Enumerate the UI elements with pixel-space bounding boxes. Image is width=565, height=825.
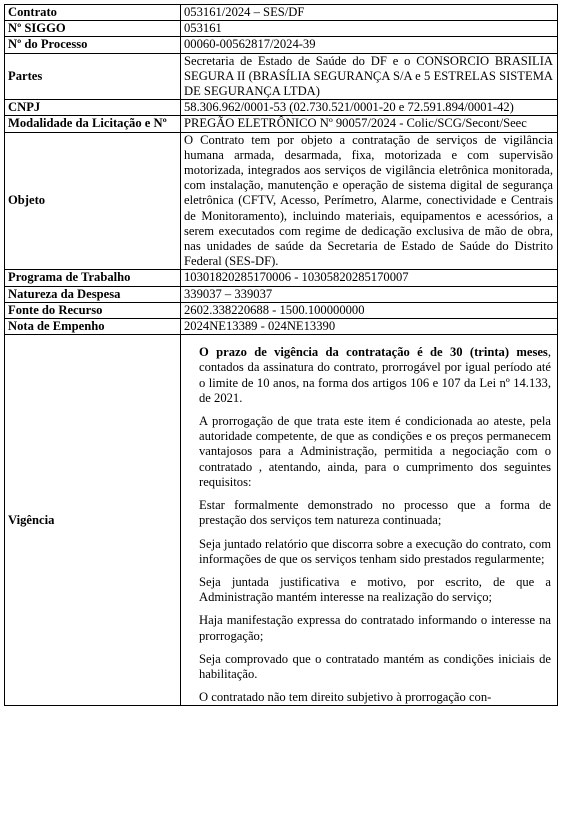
value-cnpj: 58.306.962/0001-53 (02.730.521/0001-20 e 72.591.894/0001-42) [181,100,558,116]
vigencia-paragraph-7: Seja comprovado que o contratado mantém as condições iniciais de habilitação. [199,651,551,681]
vigencia-term-rest: , contados da assinatura do contrato, prorrogável por igual período até o limite de 10 anos, na forma dos artigos 106 e 107 da Lei nº 14.133, de 2021. [199,345,551,405]
label-natureza: Natureza da Despesa [5,286,181,302]
label-processo: Nº do Processo [5,37,181,53]
label-objeto: Objeto [5,132,181,270]
contract-summary-table [4,4,558,706]
label-programa: Programa de Trabalho [5,270,181,286]
row-cnpj [5,100,558,116]
label-modalidade: Modalidade da Licitação e Nº [5,116,181,132]
row-objeto [5,132,558,270]
vigencia-paragraph-5: Seja juntada justificativa e motivo, por escrito, de que a Administração mantém interesse na realização do serviço; [199,574,551,605]
value-programa: 10301820285170006 - 10305820285170007 [181,270,558,286]
value-processo: 00060-00562817/2024-39 [181,37,558,53]
label-siggo: Nº SIGGO [5,21,181,37]
label-vigencia: Vigência [5,335,181,706]
row-vigencia [5,335,558,706]
row-processo [5,37,558,53]
vigencia-term-bold: O prazo de vigência da contratação é de 30 (trinta) meses [199,345,548,360]
vigencia-paragraph-4: Seja juntado relatório que discorra sobre a execução do contrato, com informações de que os serviços tenham sido prestados regularmente; [199,536,551,566]
vigencia-paragraph-8: O contratado não tem direito subjetivo à prorrogação con- [199,690,492,705]
value-modalidade: PREGÃO ELETRÔNICO Nº 90057/2024 - Colic/SCG/Secont/Seec [181,116,558,132]
row-fonte [5,302,558,318]
value-contrato: 053161/2024 – SES/DF [181,5,558,21]
label-partes: Partes [5,53,181,100]
label-contrato: Contrato [5,5,181,21]
label-empenho: Nota de Empenho [5,319,181,335]
value-objeto: O Contrato tem por objeto a contratação de serviços de vigilância humana armada, desarmada, fixa, motorizada e com supervisão motorizada, integrados aos serviços de vigilância eletrônica monitorada, com instalação, manutenção e operação de sistema digital de segurança eletrônica (CFTV, Acesso, Perímetro, Alarme, conectividade e Centrais de Monitoramento), incluindo materiais, equipamentos e acessórios, a serem executados com regime de dedicação exclusiva de mão de obra, nas unidades de saúde da Secretaria de Estado de Saúde do Distrito Federal (SES-DF). [181,132,558,270]
row-siggo [5,21,558,37]
label-cnpj: CNPJ [5,100,181,116]
vigencia-paragraph-3: Estar formalmente demonstrado no processo que a forma de prestação dos serviços tem natureza continuada; [199,498,551,528]
vigencia-paragraph-6: Haja manifestação expressa do contratado informando o interesse na prorrogação; [199,613,551,643]
vigencia-paragraph-2: A prorrogação de que trata este item é condicionada ao ateste, pela autoridade competente, de que as condições e os preços permanecem vantajosos para a Administração, permitida a negociação com o contratado , atentando, ainda, para o cumprimento dos seguintes requisitos: [199,414,551,489]
row-partes [5,53,558,100]
label-fonte: Fonte do Recurso [5,302,181,318]
value-empenho: 2024NE13389 - 024NE13390 [181,319,558,335]
value-partes: Secretaria de Estado de Saúde do DF e o CONSORCIO BRASILIA SEGURA II (BRASÍLIA SEGURANÇA S/A e 5 ESTRELAS SISTEMA DE SEGURANÇA LTDA) [181,53,558,100]
row-contrato [5,5,558,21]
row-natureza [5,286,558,302]
value-natureza: 339037 – 339037 [181,286,558,302]
vigencia-paragraph-1 [199,345,551,406]
row-modalidade [5,116,558,132]
row-programa [5,270,558,286]
row-empenho [5,319,558,335]
value-vigencia [181,335,558,706]
value-fonte: 2602.338220688 - 1500.100000000 [181,302,558,318]
value-siggo: 053161 [181,21,558,37]
